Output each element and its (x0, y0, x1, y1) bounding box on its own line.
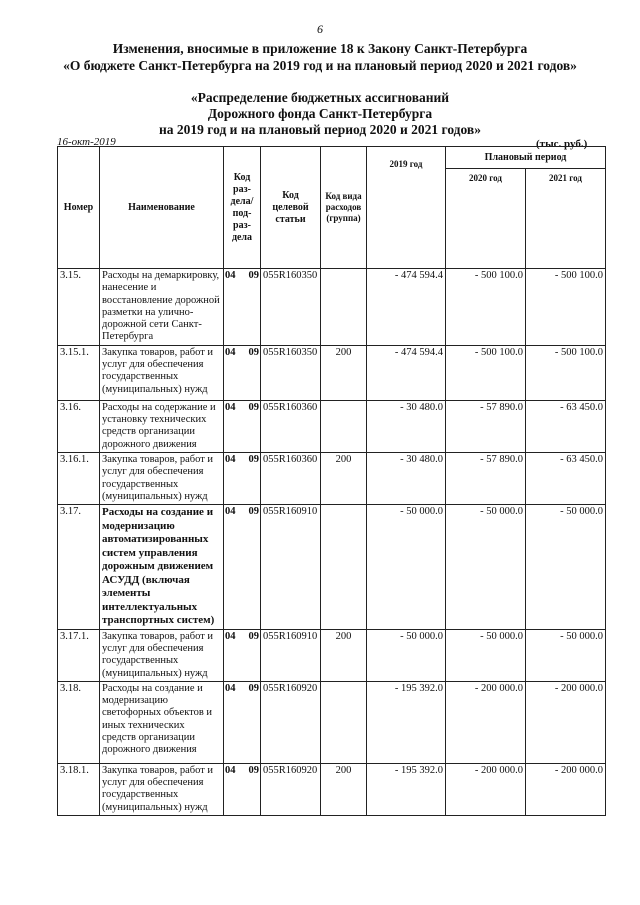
row-2021: - 200 000.0 (526, 763, 606, 815)
podrazdel-code: 09 (248, 346, 259, 358)
row-razdel (224, 452, 261, 504)
row-csr: 055R160920 (261, 681, 321, 763)
row-2019: - 195 392.0 (367, 681, 446, 763)
podrazdel-code: 09 (248, 630, 259, 642)
row-csr: 055R160350 (261, 269, 321, 346)
subtitle-line: на 2019 год и на плановый период 2020 и 2021 годов» (159, 122, 481, 137)
subtitle-line: «Распределение бюджетных ассигнований (190, 90, 450, 105)
row-name: Закупка товаров, работ и услуг для обеспечения государственных (муниципальных) нужд (100, 629, 224, 681)
table-row (58, 452, 606, 504)
row-number: 3.15. (58, 269, 100, 346)
row-2021: - 500 100.0 (526, 269, 606, 346)
podrazdel-code: 09 (248, 764, 259, 776)
row-2019: - 195 392.0 (367, 763, 446, 815)
razdel-code: 04 (225, 346, 236, 358)
row-number: 3.17.1. (58, 629, 100, 681)
row-vr (321, 269, 367, 346)
row-csr: 055R160910 (261, 629, 321, 681)
row-razdel (224, 763, 261, 815)
row-name: Закупка товаров, работ и услуг для обеспечения государственных (муниципальных) нужд (100, 763, 224, 815)
table-row (58, 345, 606, 400)
podrazdel-code: 09 (248, 682, 259, 694)
table-row (58, 400, 606, 452)
row-2021: - 63 450.0 (526, 400, 606, 452)
row-2020: - 50 000.0 (446, 629, 526, 681)
row-2020: - 57 890.0 (446, 452, 526, 504)
subtitle-line: Дорожного фонда Санкт-Петербурга (207, 106, 433, 121)
row-2021: - 50 000.0 (526, 629, 606, 681)
podrazdel-code: 09 (248, 453, 259, 465)
table-row (58, 629, 606, 681)
row-name: Закупка товаров, работ и услуг для обеспечения государственных (муниципальных) нужд (100, 345, 224, 400)
row-2020: - 200 000.0 (446, 681, 526, 763)
table-title (0, 90, 640, 138)
row-vr: 200 (321, 763, 367, 815)
razdel-code: 04 (225, 682, 236, 694)
row-2019: - 50 000.0 (367, 629, 446, 681)
row-vr (321, 505, 367, 630)
row-csr: 055R160360 (261, 452, 321, 504)
row-razdel (224, 269, 261, 346)
row-number: 3.16.1. (58, 452, 100, 504)
row-name: Расходы на содержание и установку технических средств организации дорожного движения (100, 400, 224, 452)
header-2021: 2021 год (526, 169, 606, 269)
header-csr: Код целевой статьи (261, 147, 321, 269)
row-2019: - 30 480.0 (367, 400, 446, 452)
header-number: Номер (58, 147, 100, 269)
row-name: Закупка товаров, работ и услуг для обеспечения государственных (муниципальных) нужд (100, 452, 224, 504)
row-name: Расходы на создание и модернизацию светофорных объектов и иных технических средств организации дорожного движения (100, 681, 224, 763)
row-vr (321, 681, 367, 763)
header-vr: Код вида расходов (группа) (321, 147, 367, 269)
title-line: «О бюджете Санкт-Петербурга на 2019 год и на плановый период 2020 и 2021 годов» (63, 58, 577, 73)
razdel-code: 04 (225, 401, 236, 413)
table-row (58, 763, 606, 815)
row-vr (321, 400, 367, 452)
budget-table (57, 146, 606, 816)
row-2020: - 500 100.0 (446, 269, 526, 346)
row-number: 3.17. (58, 505, 100, 630)
row-number: 3.18. (58, 681, 100, 763)
razdel-code: 04 (225, 630, 236, 642)
units-label: (тыс. руб.) (536, 138, 588, 150)
row-2021: - 500 100.0 (526, 345, 606, 400)
razdel-code: 04 (225, 506, 236, 518)
row-name: Расходы на создание и модернизацию автоматизированных систем управления дорожным движением АСУДД (включая элементы интеллектуальных транспортных систем) (100, 505, 224, 630)
row-number: 3.18.1. (58, 763, 100, 815)
row-csr: 055R160910 (261, 505, 321, 630)
row-number: 3.15.1. (58, 345, 100, 400)
podrazdel-code: 09 (248, 401, 259, 413)
row-2021: - 63 450.0 (526, 452, 606, 504)
header-razdel: Код раз- дела/ под- раз- дела (224, 147, 261, 269)
row-2021: - 50 000.0 (526, 505, 606, 630)
razdel-code: 04 (225, 270, 236, 281)
row-razdel (224, 345, 261, 400)
row-2019: - 474 594.4 (367, 269, 446, 346)
row-razdel (224, 505, 261, 630)
row-vr: 200 (321, 452, 367, 504)
row-2020: - 50 000.0 (446, 505, 526, 630)
header-name: Наименование (100, 147, 224, 269)
row-2020: - 500 100.0 (446, 345, 526, 400)
table-row (58, 681, 606, 763)
header-2019: 2019 год (367, 147, 446, 269)
row-vr: 200 (321, 345, 367, 400)
razdel-code: 04 (225, 453, 236, 465)
header-planned-period: Плановый период (446, 147, 606, 169)
title-line: Изменения, вносимые в приложение 18 к Закону Санкт-Петербурга (112, 41, 528, 56)
row-2019: - 474 594.4 (367, 345, 446, 400)
table-row (58, 269, 606, 346)
header-2020: 2020 год (446, 169, 526, 269)
podrazdel-code: 09 (248, 506, 259, 518)
row-2019: - 50 000.0 (367, 505, 446, 630)
row-csr: 055R160920 (261, 763, 321, 815)
row-number: 3.16. (58, 400, 100, 452)
row-2020: - 200 000.0 (446, 763, 526, 815)
row-2019: - 30 480.0 (367, 452, 446, 504)
podrazdel-code: 09 (248, 270, 259, 281)
row-vr: 200 (321, 629, 367, 681)
row-2021: - 200 000.0 (526, 681, 606, 763)
row-csr: 055R160350 (261, 345, 321, 400)
row-razdel (224, 400, 261, 452)
row-razdel (224, 629, 261, 681)
row-2020: - 57 890.0 (446, 400, 526, 452)
row-razdel (224, 681, 261, 763)
table-row (58, 505, 606, 630)
page-number: 6 (317, 22, 323, 36)
razdel-code: 04 (225, 764, 236, 776)
row-csr: 055R160360 (261, 400, 321, 452)
document-date: 16-окт-2019 (57, 136, 116, 148)
row-name: Расходы на демаркировку, нанесение и восстановление дорожной разметки на улично-дорожной сети Санкт-Петербурга (100, 269, 224, 346)
document-title (0, 40, 640, 74)
